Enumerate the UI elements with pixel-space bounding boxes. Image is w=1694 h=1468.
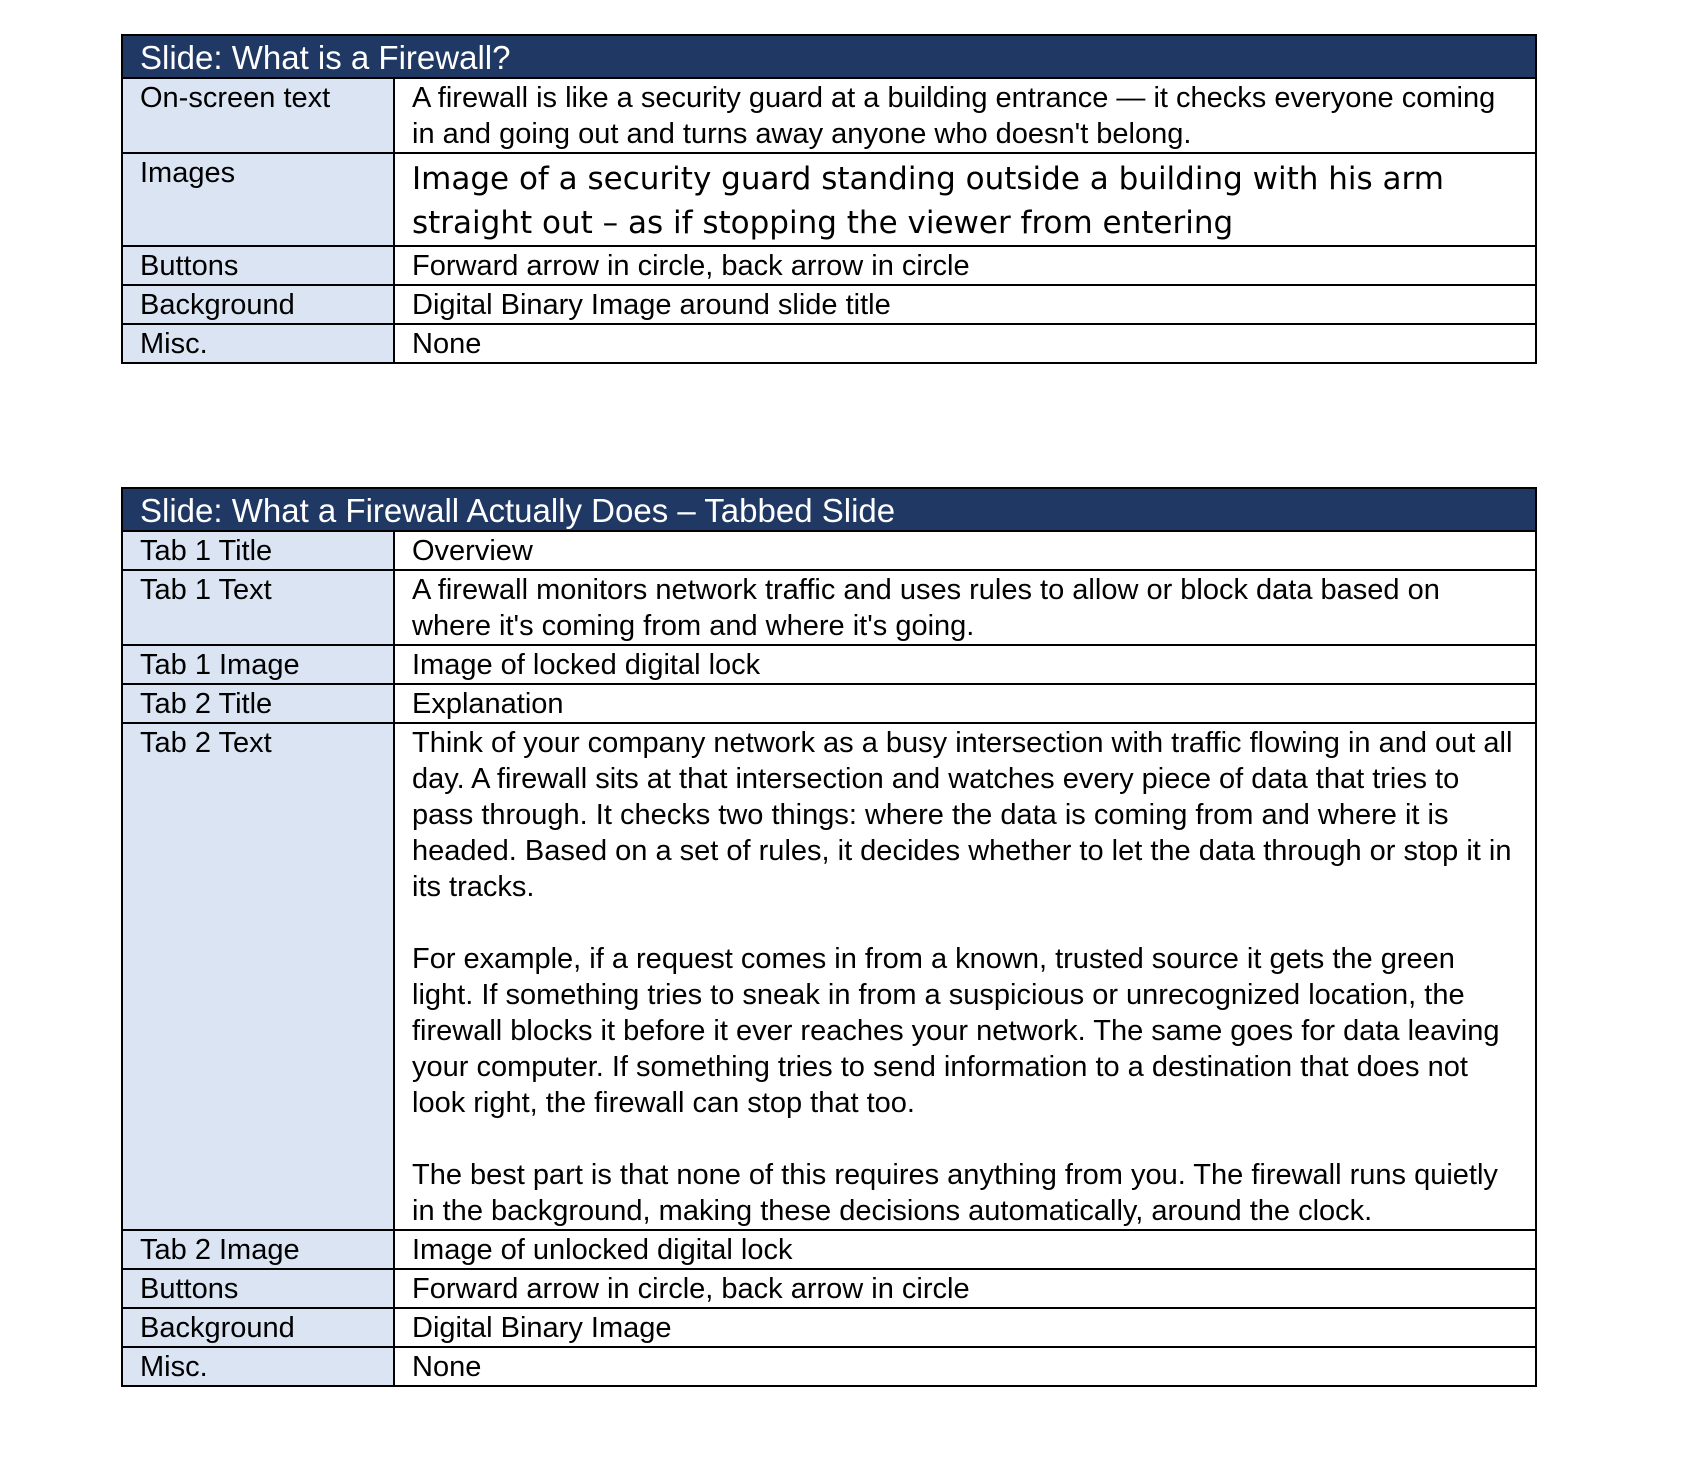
storyboard-table-firewall-tabbed <box>121 487 1537 1387</box>
paragraph: For example, if a request comes in from a known, trusted source it gets the green light. If something tries to sneak in from a suspicious or unrecognized location, the firewall blocks it before it ever reaches your network. The same goes for data leaving your computer. If something tries to send information to a destination that does not look right, the firewall can stop that too. <box>412 943 1500 1119</box>
row-value: Overview <box>394 531 1536 570</box>
row-label: Tab 2 Image <box>122 1230 394 1269</box>
table-row <box>122 153 1536 246</box>
row-label: Tab 1 Image <box>122 645 394 684</box>
row-value: Digital Binary Image <box>394 1308 1536 1347</box>
table-row <box>122 1230 1536 1269</box>
row-label: Tab 1 Title <box>122 531 394 570</box>
row-value: Image of a security guard standing outside a building with his arm straight out – as if stopping the viewer from entering <box>394 153 1536 246</box>
table-row <box>122 1269 1536 1308</box>
table-row <box>122 531 1536 570</box>
paragraph: The best part is that none of this requires anything from you. The firewall runs quietly in the background, making these decisions automatically, around the clock. <box>412 1159 1498 1227</box>
table-row <box>122 78 1536 153</box>
row-label: Buttons <box>122 246 394 285</box>
row-label: Tab 2 Text <box>122 723 394 1230</box>
table-row <box>122 1308 1536 1347</box>
table-header-row <box>122 35 1536 78</box>
row-value: Forward arrow in circle, back arrow in circle <box>394 246 1536 285</box>
slide-title: Slide: What is a Firewall? <box>122 35 1536 78</box>
row-value: A firewall monitors network traffic and uses rules to allow or block data based on where it's coming from and where it's going. <box>394 570 1536 645</box>
table-row <box>122 684 1536 723</box>
slide-title: Slide: What a Firewall Actually Does – Tabbed Slide <box>122 488 1536 531</box>
table-row <box>122 723 1536 1230</box>
row-label: Misc. <box>122 324 394 363</box>
row-value: Explanation <box>394 684 1536 723</box>
row-label: Images <box>122 153 394 246</box>
table-row <box>122 645 1536 684</box>
table-row <box>122 324 1536 363</box>
row-label: Background <box>122 1308 394 1347</box>
row-value: Forward arrow in circle, back arrow in circle <box>394 1269 1536 1308</box>
row-value <box>394 723 1536 1230</box>
row-label: Misc. <box>122 1347 394 1386</box>
row-label: Tab 2 Title <box>122 684 394 723</box>
table-row <box>122 1347 1536 1386</box>
row-label: On-screen text <box>122 78 394 153</box>
row-value: Digital Binary Image around slide title <box>394 285 1536 324</box>
paragraph: Think of your company network as a busy intersection with traffic flowing in and out all day. A firewall sits at that intersection and watches every piece of data that tries to pass through. It checks two things: where the data is coming from and where it is headed. Based on a set of rules, it decides whether to let the data through or stop it in its tracks. <box>412 727 1513 903</box>
table-row <box>122 246 1536 285</box>
table-row <box>122 570 1536 645</box>
row-value: A firewall is like a security guard at a building entrance — it checks everyone coming in and going out and turns away anyone who doesn't belong. <box>394 78 1536 153</box>
table-header-row <box>122 488 1536 531</box>
row-value: None <box>394 324 1536 363</box>
row-label: Tab 1 Text <box>122 570 394 645</box>
row-value: None <box>394 1347 1536 1386</box>
table-row <box>122 285 1536 324</box>
row-label: Buttons <box>122 1269 394 1308</box>
row-value: Image of unlocked digital lock <box>394 1230 1536 1269</box>
row-label: Background <box>122 285 394 324</box>
row-value: Image of locked digital lock <box>394 645 1536 684</box>
storyboard-table-what-is-firewall <box>121 34 1537 364</box>
